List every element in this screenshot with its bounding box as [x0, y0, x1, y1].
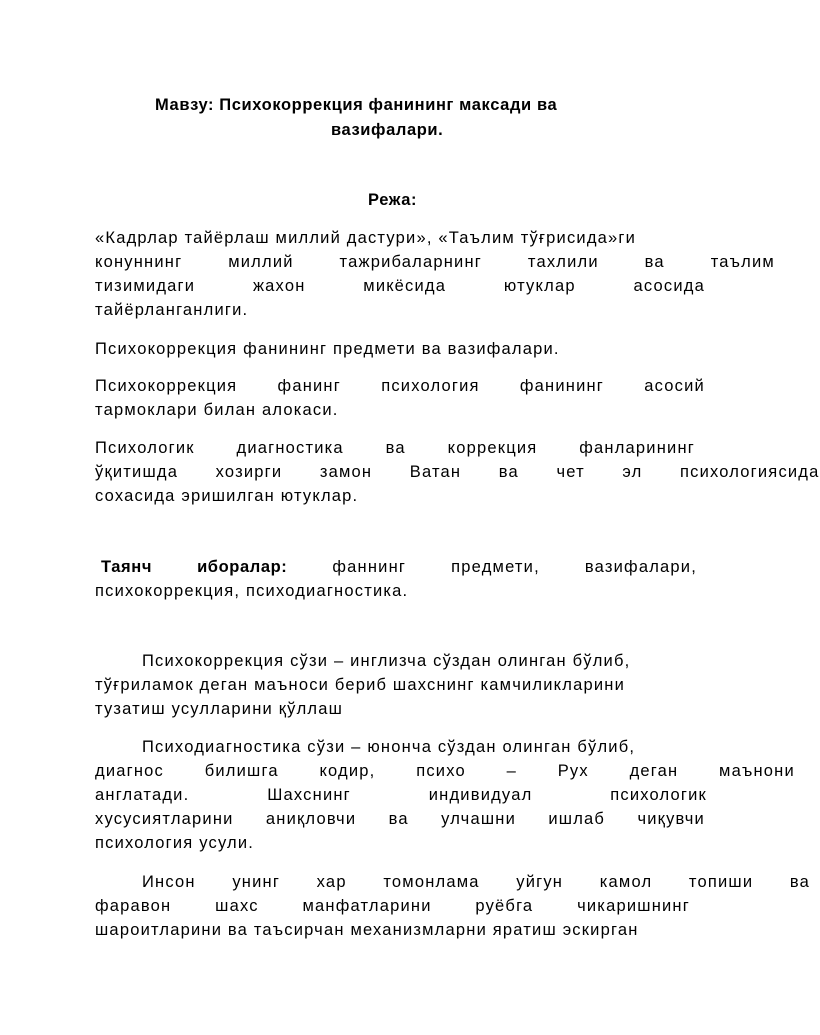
word: ва	[644, 253, 665, 271]
body-line	[95, 761, 795, 781]
plan-line	[95, 376, 705, 396]
word: психо	[416, 762, 466, 780]
plan-line	[95, 300, 248, 320]
word: Психокоррекция	[95, 377, 238, 395]
text-segment: шароитларини ва таъсирчан механизмларни яратиш эскирган	[95, 921, 639, 939]
word: диагностика	[236, 439, 344, 457]
word: индивидуал	[428, 786, 533, 804]
word: топиши	[688, 873, 754, 891]
body-line	[95, 699, 343, 719]
word: ва	[385, 439, 406, 457]
word: асосий	[644, 377, 705, 395]
word: фанининг	[519, 377, 605, 395]
word: –	[506, 762, 517, 780]
text-segment: психокоррекция, психодиагностика.	[95, 582, 409, 600]
word: унинг	[232, 873, 281, 891]
keywords-label: иборалар:	[197, 558, 288, 576]
word: фаннинг	[332, 558, 407, 576]
word: ютуклар	[503, 277, 576, 295]
word: ва	[789, 873, 811, 891]
plan-line	[95, 462, 820, 482]
text-segment: психология усули.	[95, 834, 255, 852]
word: таълим	[710, 253, 775, 271]
word: маънони	[719, 762, 795, 780]
body-line	[95, 785, 707, 805]
plan-line	[95, 228, 636, 248]
body-line	[95, 920, 639, 940]
plan-line	[95, 276, 705, 296]
word: чет	[556, 463, 585, 481]
text-segment: тайёрланганлиги.	[95, 301, 249, 319]
word: диагнос	[95, 762, 164, 780]
word: Ватан	[409, 463, 462, 481]
word: хар	[316, 873, 347, 891]
word: эл	[622, 463, 643, 481]
word: хусусиятларини	[95, 810, 234, 828]
body-line	[142, 651, 630, 671]
word: жахон	[252, 277, 306, 295]
word: фанинг	[277, 377, 341, 395]
text-segment: тармоклари билан алокаси.	[95, 401, 339, 419]
plan-line	[95, 400, 339, 420]
plan-line	[95, 486, 358, 506]
word: фаравон	[95, 897, 172, 915]
word: ва	[498, 463, 519, 481]
text-segment: сохасида эришилган ютуклар.	[95, 487, 359, 505]
word: предмети,	[451, 558, 540, 576]
word: асосида	[633, 277, 705, 295]
body-line	[95, 675, 625, 695]
word: улчашни	[441, 810, 517, 828]
word: билишга	[204, 762, 279, 780]
word: тахлили	[527, 253, 599, 271]
plan-heading: Режа:	[368, 191, 418, 209]
word: уйгун	[516, 873, 564, 891]
page-title-line-2: вазифалари.	[331, 121, 444, 139]
word: замон	[319, 463, 373, 481]
word: Шахснинг	[267, 786, 351, 804]
text-segment: Психокоррекция фанининг предмети ва вазифалари.	[95, 340, 560, 358]
word: кодир,	[319, 762, 376, 780]
body-line	[142, 737, 635, 757]
word: тизимидаги	[95, 277, 196, 295]
word: конуннинг	[95, 253, 183, 271]
page-title-line-1: Мавзу: Психокоррекция фанининг максади ва	[155, 96, 558, 114]
word: тажрибаларнинг	[339, 253, 482, 271]
word: ишлаб	[548, 810, 606, 828]
word: ўқитишда	[95, 463, 179, 481]
text-segment: Психокоррекция сўзи – инглизча сўздан олинган бўлиб,	[142, 652, 631, 670]
word: чикаришнинг	[577, 897, 690, 915]
word: чиқувчи	[637, 810, 705, 828]
word: Рух	[557, 762, 589, 780]
word: манфатларини	[302, 897, 432, 915]
word: психология	[381, 377, 480, 395]
word: микёсида	[363, 277, 447, 295]
word: миллий	[228, 253, 294, 271]
text-segment: тўғриламок деган маъноси бериб шахснинг камчиликларини	[95, 676, 625, 694]
word: хозирги	[215, 463, 283, 481]
word: вазифалари,	[584, 558, 697, 576]
keywords-line	[95, 581, 408, 601]
text-segment: Психодиагностика сўзи – юнонча сўздан олинган бўлиб,	[142, 738, 636, 756]
word: фанларининг	[579, 439, 695, 457]
body-line	[95, 896, 690, 916]
word: Психологик	[95, 439, 195, 457]
word: Инсон	[142, 873, 196, 891]
text-segment: «Кадрлар тайёрлаш миллий дастури», «Таълим тўғрисида»ги	[95, 229, 637, 247]
plan-line	[95, 339, 560, 359]
word: психологик	[610, 786, 707, 804]
word: деган	[629, 762, 679, 780]
keywords-line	[101, 557, 697, 577]
plan-line	[95, 438, 695, 458]
word: аниқловчи	[265, 810, 357, 828]
body-line	[95, 809, 705, 829]
word: шахс	[215, 897, 259, 915]
keywords-label: Таянч	[101, 558, 153, 576]
word: руёбга	[475, 897, 534, 915]
word: психологиясида	[680, 463, 820, 481]
text-segment: тузатиш усулларини қўллаш	[95, 700, 344, 718]
word: томонлама	[383, 873, 480, 891]
body-line	[95, 833, 254, 853]
plan-line	[95, 252, 775, 272]
body-line	[142, 872, 811, 892]
word: коррекция	[447, 439, 538, 457]
word: камол	[599, 873, 653, 891]
word: ва	[388, 810, 409, 828]
word: англатади.	[95, 786, 190, 804]
